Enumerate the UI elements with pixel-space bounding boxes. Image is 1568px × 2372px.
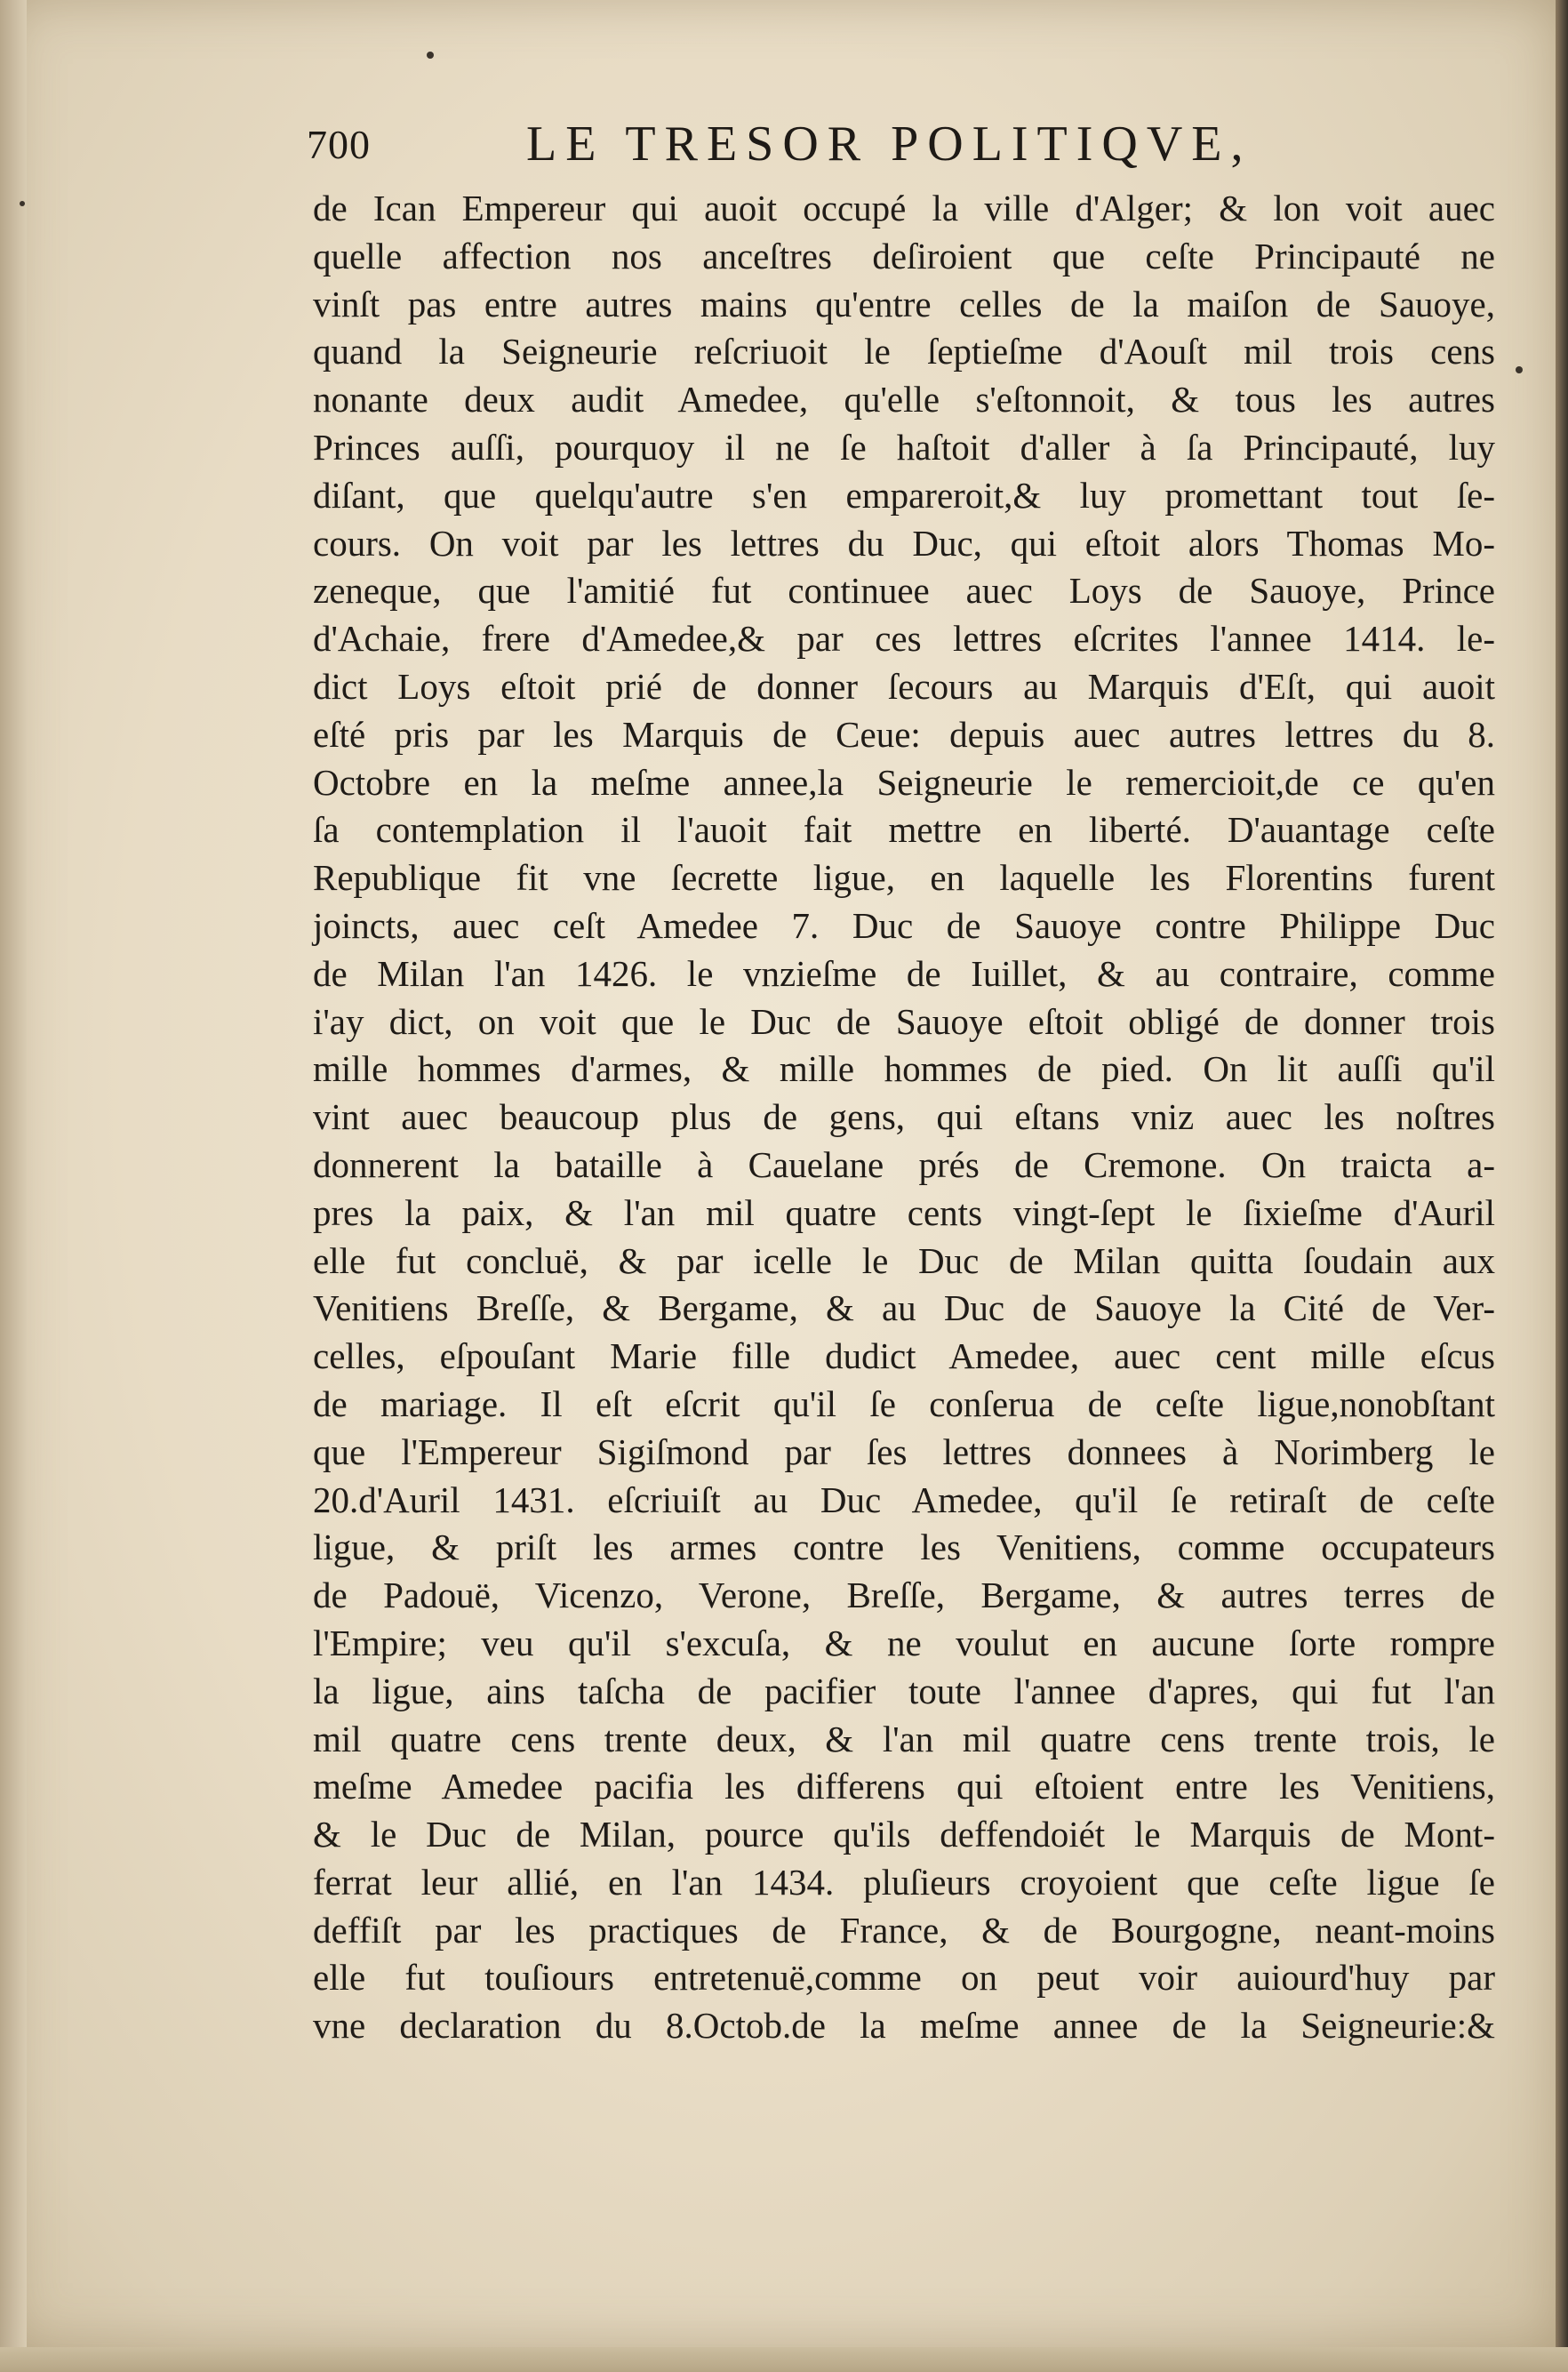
- text-line: de Padouë, Vicenzo, Verone, Breſſe, Bergame, & autres terres de: [313, 1575, 1495, 1616]
- text-line: ſa contemplation il l'auoit fait mettre en liberté. D'auantage ceſte: [313, 809, 1495, 851]
- text-line: vne declaration du 8.Octob.de la meſme annee de la Seigneurie:&: [313, 2005, 1495, 2047]
- text-line: i'ay dict, on voit que le Duc de Sauoye eſtoit obligé de donner trois: [313, 1000, 1495, 1042]
- text-line: quelle affection nos anceſtres deſiroient que ceſte Principauté ne: [313, 235, 1495, 276]
- page-bottom-edge: [0, 2347, 1568, 2372]
- text-line: nonante deux audit Amedee, qu'elle s'eſtonnoit, & tous les autres: [313, 379, 1495, 421]
- text-line: vinſt pas entre autres mains qu'entre celles de la maiſon de Sauoye,: [313, 283, 1495, 325]
- ink-speck: [427, 52, 434, 59]
- page-right-edge: [1556, 0, 1568, 2372]
- text-line: l'Empire; veu qu'il s'excuſa, & ne voulut en aucune ſorte rompre: [313, 1622, 1495, 1663]
- text-line: 20.d'Auril 1431. eſcriuiſt au Duc Amedee, qu'il ſe retiraſt de ceſte: [313, 1478, 1495, 1520]
- text-line: eſté pris par les Marquis de Ceue: depuis auec autres lettres du 8.: [313, 713, 1495, 755]
- text-line: joincts, auec ceſt Amedee 7. Duc de Sauoye contre Philippe Duc: [313, 904, 1495, 946]
- text-line: quand la Seigneurie reſcriuoit le ſeptieſme d'Aouſt mil trois cens: [313, 331, 1495, 373]
- text-line: Octobre en la meſme annee,la Seigneurie le remercioit,de ce qu'en: [313, 761, 1495, 803]
- text-line: dict Loys eſtoit prié de donner ſecours au Marquis d'Eſt, qui auoit: [313, 665, 1495, 707]
- text-line: de mariage. Il eſt eſcrit qu'il ſe conſerua de ceſte ligue,nonobſtant: [313, 1382, 1495, 1424]
- text-line: elle fut touſiours entretenuë,comme on peut voir auiourd'huy par: [313, 1957, 1495, 1999]
- ink-speck: [1516, 366, 1523, 373]
- text-line: d'Achaie, frere d'Amedee,& par ces lettres eſcrites l'annee 1414. le-: [313, 618, 1495, 660]
- text-line: la ligue, ains taſcha de pacifier toute l'annee d'apres, qui fut l'an: [313, 1670, 1495, 1711]
- text-line: mil quatre cens trente deux, & l'an mil quatre cens trente trois, le: [313, 1718, 1495, 1759]
- text-line: cours. On voit par les lettres du Duc, qui eſtoit alors Thomas Mo-: [313, 522, 1495, 564]
- running-title: LE TRESOR POLITIQVE,: [526, 116, 1252, 172]
- text-line: Republique fit vne ſecrette ligue, en laquelle les Florentins furent: [313, 857, 1495, 899]
- text-line: donnerent la bataille à Cauelane prés de Cremone. On traicta a-: [313, 1143, 1495, 1185]
- text-line: mille hommes d'armes, & mille hommes de pied. On lit auſſi qu'il: [313, 1048, 1495, 1090]
- page-header: [307, 116, 1489, 187]
- text-line: de Milan l'an 1426. le vnzieſme de Iuillet, & au contraire, comme: [313, 952, 1495, 994]
- text-line: & le Duc de Milan, pource qu'ils deffendoiét le Marquis de Mont-: [313, 1814, 1495, 1855]
- page-number: 700: [307, 122, 371, 167]
- text-line: que l'Empereur Sigiſmond par ſes lettres donnees à Norimberg le: [313, 1430, 1495, 1472]
- text-line: diſant, que quelqu'autre s'en empareroit,& luy promettant tout ſe-: [313, 474, 1495, 516]
- text-line: ferrat leur allié, en l'an 1434. pluſieurs croyoient que ceſte ligue ſe: [313, 1861, 1495, 1903]
- page-left-edge: [0, 0, 27, 2372]
- ink-speck: [20, 201, 25, 206]
- body-text: [313, 185, 1495, 2050]
- text-line: vint auec beaucoup plus de gens, qui eſtans vniz auec les noſtres: [313, 1096, 1495, 1138]
- text-line: de Ican Empereur qui auoit occupé la ville d'Alger; & lon voit auec: [313, 188, 1495, 228]
- text-line: ligue, & priſt les armes contre les Venitiens, comme occupateurs: [313, 1527, 1495, 1568]
- text-line: deffiſt par les practiques de France, & de Bourgogne, neant-moins: [313, 1909, 1495, 1951]
- text-line: elle fut concluë, & par icelle le Duc de Milan quitta ſoudain aux: [313, 1239, 1495, 1281]
- text-line: Princes auſſi, pourquoy il ne ſe haſtoit d'aller à ſa Principauté, luy: [313, 426, 1495, 468]
- text-line: pres la paix, & l'an mil quatre cents vingt-ſept le ſixieſme d'Auril: [313, 1191, 1495, 1233]
- text-line: meſme Amedee pacifia les differens qui eſtoient entre les Venitiens,: [313, 1766, 1495, 1807]
- text-line: zeneque, que l'amitié fut continuee auec Loys de Sauoye, Prince: [313, 570, 1495, 612]
- text-line: Venitiens Breſſe, & Bergame, & au Duc de Sauoye la Cité de Ver-: [313, 1287, 1495, 1329]
- text-line: celles, eſpouſant Marie fille dudict Amedee, auec cent mille eſcus: [313, 1335, 1495, 1377]
